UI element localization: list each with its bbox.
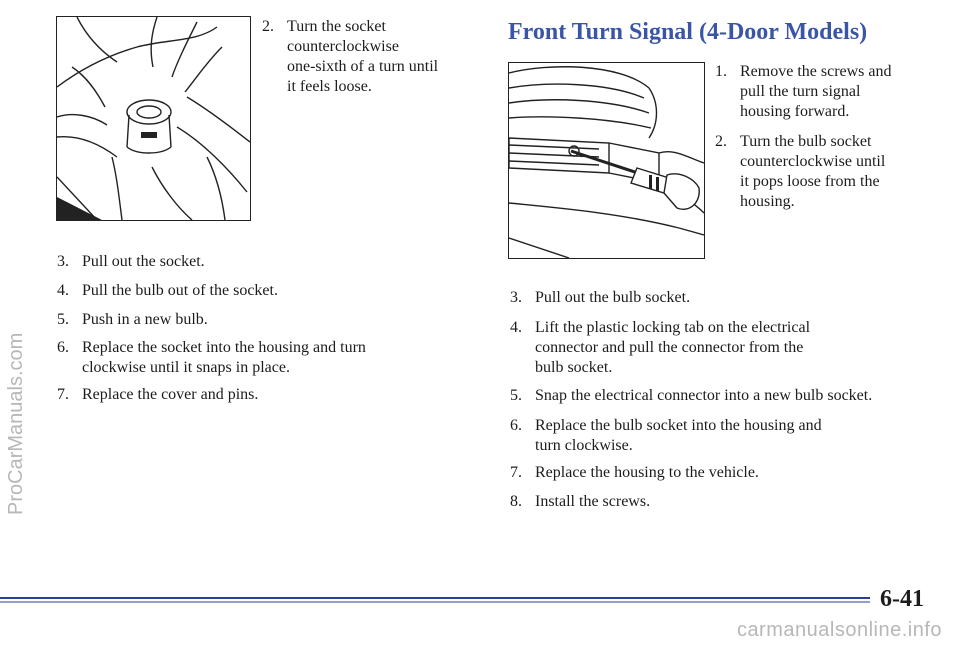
step-text-line: Pull out the socket. bbox=[82, 253, 205, 270]
step-text-line: turn clockwise. bbox=[535, 437, 633, 454]
step-text-line: pull the turn signal bbox=[740, 83, 861, 100]
step-text-line: counterclockwise until bbox=[740, 153, 886, 170]
page-number: 6-41 bbox=[880, 586, 924, 612]
step-text-line: Replace the socket into the housing and turn bbox=[82, 339, 366, 356]
step-number: 6. bbox=[57, 339, 69, 356]
step-number: 2. bbox=[262, 18, 274, 35]
turn-signal-illustration bbox=[508, 62, 705, 259]
step-text-line: bulb socket. bbox=[535, 359, 613, 376]
step-text-line: Snap the electrical connector into a new bulb socket. bbox=[535, 387, 873, 404]
socket-illustration bbox=[56, 16, 251, 221]
step-text-line: Remove the screws and bbox=[740, 63, 892, 80]
step-number: 4. bbox=[510, 319, 522, 336]
step-text-line: one-sixth of a turn until bbox=[287, 58, 439, 75]
step-text-line: Lift the plastic locking tab on the electrical bbox=[535, 319, 811, 336]
step-text-line: Turn the bulb socket bbox=[740, 133, 872, 150]
step-number: 6. bbox=[510, 417, 522, 434]
step-number: 2. bbox=[715, 133, 727, 150]
side-watermark bbox=[2, 140, 30, 520]
step-number: 7. bbox=[57, 386, 69, 403]
step-number: 3. bbox=[57, 253, 69, 270]
step-number: 5. bbox=[510, 387, 522, 404]
bottom-watermark: carmanualsonline.info bbox=[736, 619, 942, 641]
step-number: 1. bbox=[715, 63, 727, 80]
step-text-line: it pops loose from the bbox=[740, 173, 880, 190]
step-text-line: housing forward. bbox=[740, 103, 850, 120]
side-watermark-text: ProCarManuals.com bbox=[5, 332, 27, 515]
step-text-line: counterclockwise bbox=[287, 38, 399, 55]
step-text-line: housing. bbox=[740, 193, 795, 210]
step-text-line: Replace the bulb socket into the housing and bbox=[535, 417, 822, 434]
step-number: 3. bbox=[510, 289, 522, 306]
step-number: 4. bbox=[57, 282, 69, 299]
step-text-line: Replace the housing to the vehicle. bbox=[535, 464, 759, 481]
step-text-line: Push in a new bulb. bbox=[82, 311, 208, 328]
step-text-line: Pull out the bulb socket. bbox=[535, 289, 691, 306]
section-heading: Front Turn Signal (4-Door Models) bbox=[508, 19, 868, 45]
step-text-line: Turn the socket bbox=[287, 18, 386, 35]
step-number: 5. bbox=[57, 311, 69, 328]
step-text-line: Replace the cover and pins. bbox=[82, 386, 259, 403]
step-number: 7. bbox=[510, 464, 522, 481]
step-text-line: Pull the bulb out of the socket. bbox=[82, 282, 278, 299]
step-text-line: clockwise until it snaps in place. bbox=[82, 359, 290, 376]
step-number: 8. bbox=[510, 493, 522, 510]
footer-rule bbox=[0, 590, 960, 610]
step-text-line: it feels loose. bbox=[287, 78, 372, 95]
step-text-line: Install the screws. bbox=[535, 493, 651, 510]
step-text-line: connector and pull the connector from the bbox=[535, 339, 804, 356]
